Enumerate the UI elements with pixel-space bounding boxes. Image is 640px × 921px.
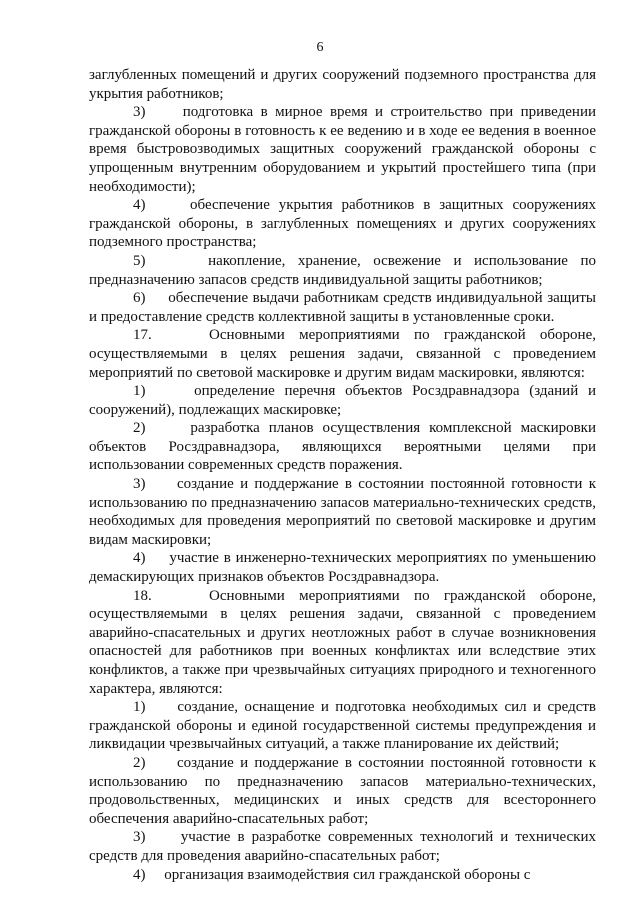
paragraph-continuation: заглубленных помещений и других сооружений подземного пространства для укрытия работников; [89,67,596,102]
paragraph-17-item-2: 2) разработка планов осуществления комплексной маскировки объектов Росздравнадзора, являющихся вероятными целями при использовании современных средств поражения. [89,420,596,474]
paragraph-item-4: 4) обеспечение укрытия работников в защитных сооружениях гражданской обороны, в заглубленных помещениях и других сооружениях подземного пространства; [89,197,596,251]
paragraph-section-18: 18. Основными мероприятиями по гражданской обороне, осуществляемыми в целях решения задачи, связанной с проведением аварийно-спасательных и других неотложных работ в случае возникновения опасностей для работников при военных конфликтах или вследствие этих конфликтов, а также при чрезвычайных ситуациях природного и техногенного характера, являются: [89,587,596,697]
paragraph-17-item-3: 3) создание и поддержание в состоянии постоянной готовности к использованию по предназначению запасов материально-технических средств, необходимых для проведения мероприятий по световой маскировке и другим видам маскировки; [89,476,596,548]
paragraph-section-17: 17. Основными мероприятиями по гражданской обороне, осуществляемыми в целях решения задачи, связанной с проведением мероприятий по световой маскировке и другим видам маскировки, являются: [89,327,596,381]
paragraph-17-item-1: 1) определение перечня объектов Росздравнадзора (зданий и сооружений), подлежащих маскировке; [89,383,596,418]
paragraph-18-item-1: 1) создание, оснащение и подготовка необходимых сил и средств гражданской обороны и единой государственной системы предупреждения и ликвидации чрезвычайных ситуаций, а также планирование их действий; [89,699,596,753]
paragraph-18-item-3: 3) участие в разработке современных технологий и технических средств для проведения аварийно-спасательных работ; [89,829,596,864]
paragraph-18-item-4: 4) организация взаимодействия сил гражданской обороны с [133,866,531,883]
document-body [89,66,596,884]
page-number: 6 [316,40,324,55]
paragraph-item-6: 6) обеспечение выдачи работникам средств индивидуальной защиты и предоставление средств коллективной защиты в установленные сроки. [89,290,596,325]
paragraph-item-5: 5) накопление, хранение, освежение и использование по предназначению запасов средств индивидуальной защиты работников; [89,252,596,288]
paragraph-17-item-4: 4) участие в инженерно-технических мероприятиях по уменьшению демаскирующих признаков объектов Росздравнадзора. [89,550,596,586]
paragraph-18-item-2: 2) создание и поддержание в состоянии постоянной готовности к использованию по предназначению запасов материально-технических, продовольственных, медицинских и иных средств для всестороннего обеспечения аварийно-спасательных работ; [89,754,596,827]
paragraph-item-3: 3) подготовка в мирное время и строительство при приведении гражданской обороны в готовность к ее ведению и в ходе ее ведения в военное время быстровозводимых защитных сооружений гражданской обороны с упрощенным внутренним оборудованием и укрытий простейшего типа (при необходимости); [89,104,596,195]
